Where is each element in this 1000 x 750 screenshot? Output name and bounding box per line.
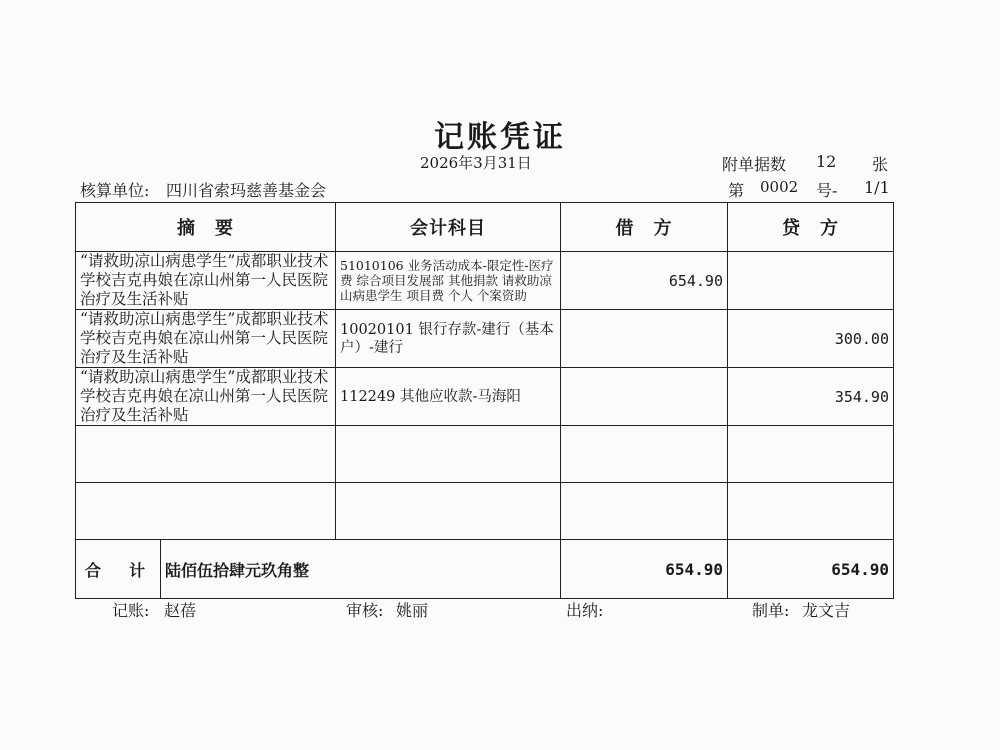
- reviewer-name: 姚丽: [396, 601, 429, 620]
- credit-header: 贷 方: [728, 203, 894, 252]
- entry-row: [76, 252, 894, 310]
- account-header: 会计科目: [336, 203, 561, 252]
- entry-row: [76, 310, 894, 368]
- voucher-date: 2026年3月31日: [420, 154, 532, 172]
- total-debit: 654.90: [561, 540, 728, 599]
- entry-credit: 300.00: [728, 310, 894, 368]
- voucher-table: [75, 202, 894, 599]
- summary-header: 摘 要: [76, 203, 336, 252]
- total-amount-words: 陆佰伍拾肆元玖角整: [165, 560, 310, 580]
- entry-account: 10020101 银行存款-建行（基本户）-建行: [336, 310, 561, 368]
- cashier-label: 出纳:: [566, 601, 604, 620]
- preparer-label: 制单:: [752, 601, 790, 620]
- entry-account: 112249 其他应收款-马海阳: [336, 368, 561, 426]
- entry-debit: 654.90: [561, 252, 728, 310]
- voucher-number: 0002: [760, 178, 799, 196]
- entry-summary: “请救助凉山病患学生”成都职业技术学校吉克冉娘在凉山州第一人民医院治疗及生活补贴: [76, 368, 336, 426]
- empty-row: [76, 483, 894, 540]
- attachment-count: 12: [816, 152, 837, 171]
- voucher-no-suffix: 号-: [816, 181, 838, 200]
- preparer-name: 龙文吉: [802, 601, 851, 620]
- voucher-title: 记账凭证: [434, 120, 566, 155]
- voucher-page: 1/1: [864, 178, 890, 197]
- total-row: [76, 540, 894, 599]
- debit-header: 借 方: [561, 203, 728, 252]
- entry-summary: “请救助凉山病患学生”成都职业技术学校吉克冉娘在凉山州第一人民医院治疗及生活补贴: [76, 252, 336, 310]
- total-label: 合 计: [76, 540, 161, 598]
- attachment-label: 附单据数: [722, 155, 787, 174]
- entry-credit: [728, 252, 894, 310]
- accounting-unit-label: 核算单位:: [80, 181, 150, 200]
- empty-row: [76, 426, 894, 483]
- bookkeeper-label: 记账:: [112, 601, 150, 620]
- entry-credit: 354.90: [728, 368, 894, 426]
- attachment-unit: 张: [872, 155, 889, 174]
- entry-debit: [561, 368, 728, 426]
- entry-summary: “请救助凉山病患学生”成都职业技术学校吉克冉娘在凉山州第一人民医院治疗及生活补贴: [76, 310, 336, 368]
- bookkeeper-name: 赵蓓: [164, 601, 197, 620]
- entry-row: [76, 368, 894, 426]
- reviewer-label: 审核:: [346, 601, 384, 620]
- entry-account: 51010106 业务活动成本-限定性-医疗费 综合项目发展部 其他捐款 请救助凉山病患学生 项目费 个人 个案资助: [336, 252, 561, 310]
- total-credit: 654.90: [728, 540, 894, 599]
- entry-debit: [561, 310, 728, 368]
- voucher-no-prefix: 第: [728, 181, 745, 200]
- accounting-unit-name: 四川省索玛慈善基金会: [166, 181, 327, 200]
- header-row: [76, 203, 894, 252]
